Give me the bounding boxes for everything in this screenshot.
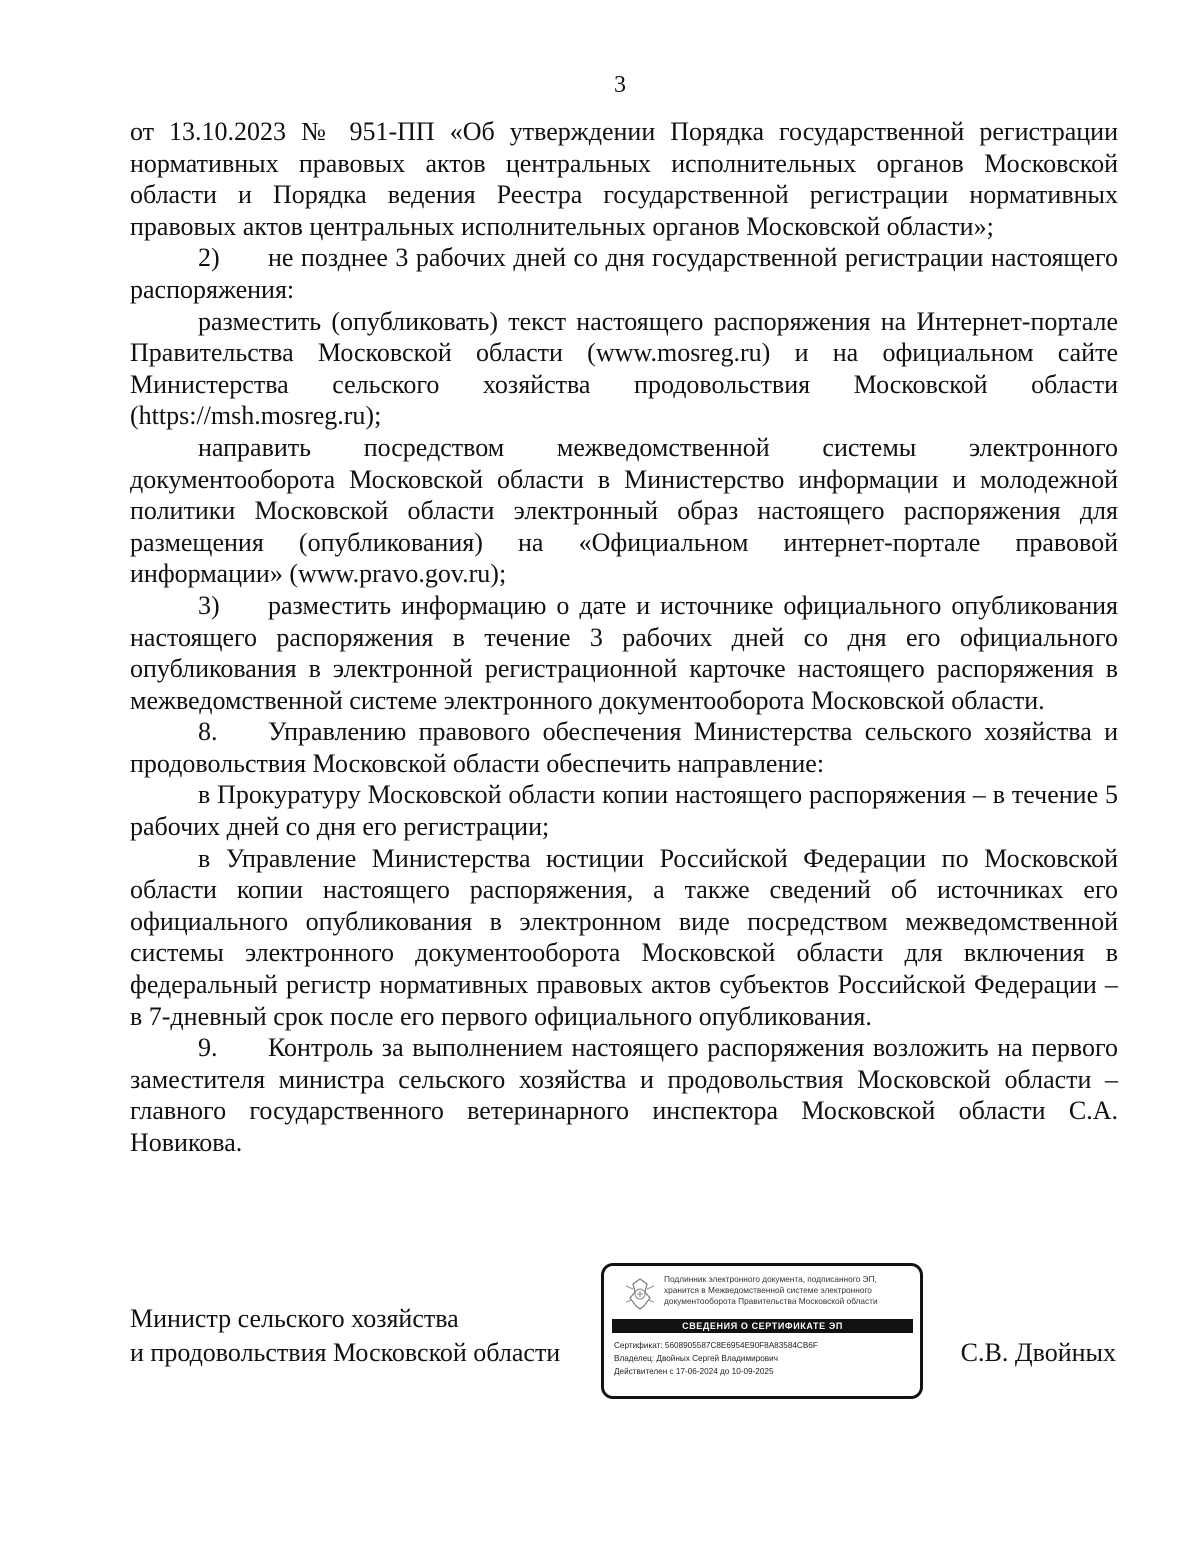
signatory-position bbox=[130, 1302, 560, 1370]
signer-name: С.В. Двойных bbox=[960, 1338, 1116, 1367]
paragraph bbox=[130, 242, 1118, 305]
paragraph bbox=[130, 306, 1118, 432]
paragraph bbox=[130, 779, 1118, 842]
paragraph-text: от 13.10.2023 № 951-ПП «Об утверждении Порядка государственной регистрации нормативных правовых актов центральных исполнительных органов Московской области и Порядка ведения Реестра государственной регистрации нормативных правовых актов центральных исполнительных органов Московской области»; bbox=[130, 117, 1118, 241]
paragraph-text: разместить (опубликовать) текст настоящего распоряжения на Интернет-портале Правительства Московской области (www.mosreg.ru) и на официальном сайте Министерства сельского хозяйства продовольствия Московской области (https://msh.mosreg.ru); bbox=[130, 306, 1118, 431]
electronic-signature-stamp bbox=[601, 1263, 923, 1399]
moscow-region-emblem-icon bbox=[620, 1276, 660, 1312]
item-number: 9. bbox=[198, 1033, 218, 1063]
paragraph-text: разместить информацию о дате и источнике официального опубликования настоящего распоряжения в течение 3 рабочих дней со дня его официального опубликования в электронной регистрационной карточке настоящего распоряжения в межведомственной системе электронного документооборота Московской области. bbox=[130, 590, 1118, 715]
stamp-header: СВЕДЕНИЯ О СЕРТИФИКАТЕ ЭП bbox=[612, 1319, 913, 1333]
item-number: 2) bbox=[198, 243, 220, 273]
stamp-top bbox=[612, 1272, 916, 1316]
paragraph-text: направить посредством межведомственной системы электронного документооборота Московской области в Министерство информации и молодежной политики Московской области электронный образ настоящего распоряжения для размещения (опубликования) на «Официальном интернет-портале правовой информации» (www.pravo.gov.ru); bbox=[130, 432, 1118, 589]
paragraph bbox=[130, 432, 1118, 590]
paragraph-text: в Управление Министерства юстиции Российской Федерации по Московской области копии настоящего распоряжения, а также сведений об источниках его официального опубликования в электронном виде посредством межведомственной системы электронного документооборота Московской области для включения в федеральный регистр нормативных правовых актов субъектов Российской Федерации – в 7-дневный срок после его первого официального опубликования. bbox=[130, 843, 1118, 1031]
paragraph bbox=[130, 590, 1118, 716]
paragraph-text: не позднее 3 рабочих дней со дня государственной регистрации настоящего распоряжения: bbox=[130, 243, 1118, 304]
item-number: 8. bbox=[198, 717, 218, 747]
paragraph bbox=[130, 843, 1118, 1033]
stamp-note-line: документооборота Правительства Московской области bbox=[664, 1296, 878, 1306]
stamp-note bbox=[664, 1274, 920, 1307]
stamp-note-line: Подлинник электронного документа, подписанного ЭП, bbox=[664, 1274, 877, 1284]
stamp-validity: Действителен с 17-06-2024 до 10-09-2025 bbox=[614, 1367, 774, 1376]
paragraph bbox=[130, 1032, 1118, 1158]
document-body bbox=[130, 116, 1118, 1159]
stamp-note-line: хранится в Межведомственной системе электронного bbox=[664, 1285, 872, 1295]
position-line: и продовольствия Московской области bbox=[130, 1338, 561, 1367]
paragraph-text: в Прокуратуру Московской области копии настоящего распоряжения – в течение 5 рабочих дней со дня его регистрации; bbox=[130, 780, 1118, 842]
item-number: 3) bbox=[198, 590, 220, 620]
paragraph bbox=[130, 716, 1118, 779]
paragraph-text: Контроль за выполнением настоящего распоряжения возложить на первого заместителя министра сельского хозяйства и продовольствия Московской области – главного государственного ветеринарного инспектора Московской области С.А. Новикова. bbox=[130, 1033, 1118, 1157]
page-number: 3 bbox=[614, 72, 626, 98]
stamp-owner: Владелец: Двойных Сергей Владимирович bbox=[614, 1354, 778, 1363]
paragraph bbox=[130, 116, 1118, 242]
paragraph-text: Управлению правового обеспечения Министерства сельского хозяйства и продовольствия Московской области обеспечить направление: bbox=[130, 717, 1118, 778]
position-line: Министр сельского хозяйства bbox=[130, 1304, 459, 1333]
stamp-certificate: Сертификат: 5608905587C8E6954E90F8A83584CB6F bbox=[614, 1341, 818, 1350]
stamp-details bbox=[614, 1339, 914, 1378]
